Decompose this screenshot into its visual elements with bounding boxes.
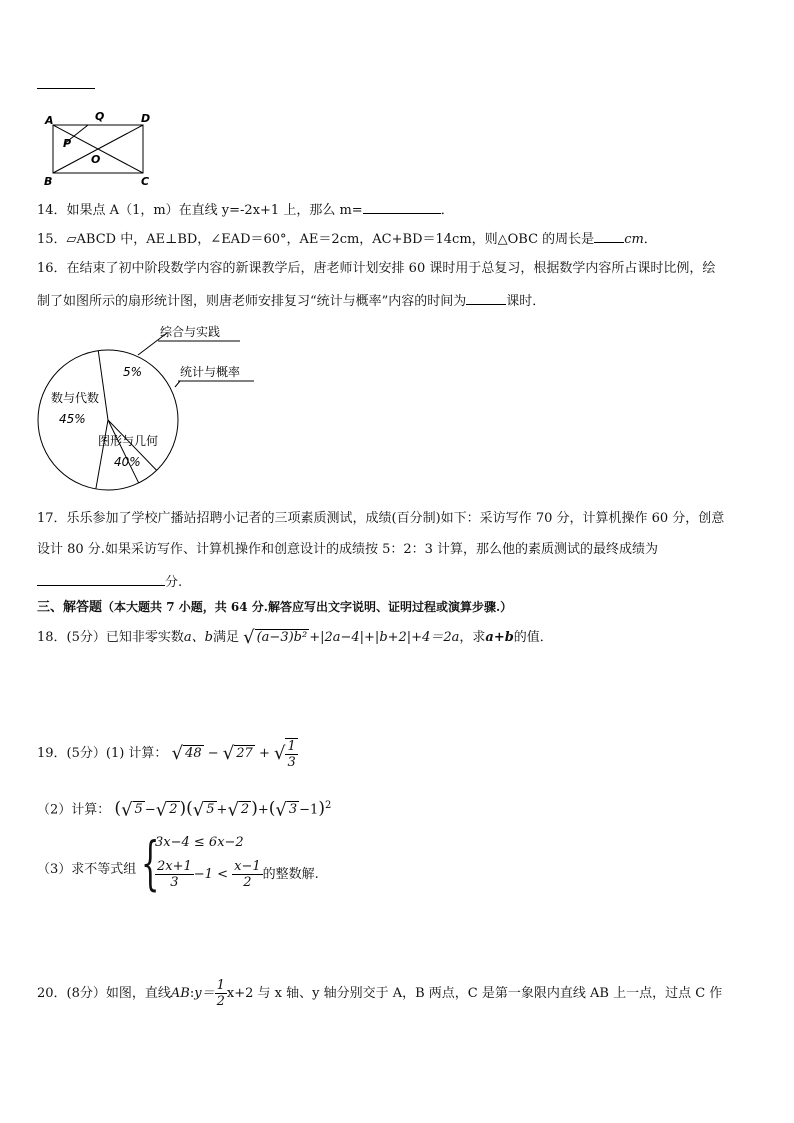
q19-radicand-27: 27 (236, 746, 253, 761)
label-d: D (141, 112, 151, 125)
label-a: A (45, 114, 54, 127)
exponent-2: 2 (324, 800, 332, 811)
q19-fraction (285, 738, 297, 770)
question-19-part2 (37, 793, 331, 823)
q14-text: 14．如果点 A（1，m）在直线 y=-2x+1 上，那么 m= (37, 203, 363, 218)
question-16-line1 (37, 260, 715, 278)
q19-radicand-2a: 2 (169, 802, 178, 818)
question-16-line2 (37, 290, 545, 311)
rectangle-figure (40, 108, 160, 190)
q20-y-eq: y＝ (194, 986, 215, 1001)
label-b: B (44, 175, 53, 188)
q18-ask: ，求 (459, 630, 486, 645)
q20-fraction (215, 978, 227, 1009)
q19-inequality-2 (155, 859, 319, 890)
paren: ) (251, 798, 258, 819)
section-3-title: 三、解答题 (37, 600, 103, 615)
brace: { (141, 829, 160, 897)
q17-line1-text: 17．乐乐参加了学校广播站招聘小记者的三项素质测试，成绩(百分制)如下：采访写作 70 分，计算机操作 60 分，创意 (37, 511, 725, 526)
q19-radicand-48: 48 (185, 746, 202, 761)
q18-ask-end: 的值． (513, 630, 553, 645)
q17-line2-text: 设计 80 分.如果采访写作、计算机操作和创意设计的成绩按 5：2：3 计算，那么他的素质测试的最终成绩为 (37, 542, 659, 557)
question-19-part3 (37, 829, 437, 903)
q20-rest: x+2 与 x 轴、y 轴分别交于 A，B 两点，C 是第一象限内直线 AB 上一点，过点 C 作 (226, 986, 723, 1001)
q14-answer-blank (363, 199, 441, 214)
q16-answer-blank (466, 290, 506, 305)
sqrt-sign: √ (222, 743, 235, 764)
minus-sign: − (207, 746, 223, 761)
q18-equation-rest: +|2a−4|+|b+2|+4＝2a (309, 630, 460, 645)
q19-p2-prefix: （2）计算： (37, 802, 111, 818)
q19-frac-numerator: 1 (287, 738, 296, 754)
q19-radicand-3: 3 (288, 802, 298, 818)
sqrt-sign: √ (171, 743, 184, 764)
q20-line-ab: AB (170, 986, 190, 1001)
sqrt-sign: √ (227, 799, 239, 821)
q19-radicand-5b: 5 (206, 802, 215, 818)
section-3-header (37, 598, 512, 617)
question-19-part1 (37, 737, 298, 771)
q15-answer-blank (594, 228, 624, 243)
label-zonghe: 综合与实践 (160, 325, 221, 339)
q19-ineq2-right-frac (232, 859, 263, 890)
paren: ( (268, 798, 276, 819)
q18-prefix: 18．(5分）已知非零实数 (37, 630, 184, 645)
label-shuyu-pct: 45% (59, 412, 86, 426)
sqrt-sign: √ (243, 627, 255, 648)
q15-text: 15．▱ABCD 中，AE⊥BD，∠EAD＝60°，AE＝2cm，AC+BD＝14cm，则△OBC 的周长是 (37, 232, 595, 247)
question-17-line1 (37, 510, 724, 528)
label-p: P (63, 137, 72, 150)
plus-sign: + (216, 802, 228, 818)
q15-text-end: ． (643, 232, 657, 247)
question-18 (37, 625, 553, 651)
question-17-line2 (37, 541, 658, 559)
q18-mid: 满足 (212, 630, 239, 645)
q19-p3-prefix: （3）求不等式组 (37, 862, 137, 877)
q19-radicand-5a: 5 (134, 802, 143, 818)
q19-p3-suffix: 的整数解. (262, 867, 319, 882)
q18-vars: a、b (183, 630, 213, 645)
q20-frac-denominator: 2 (216, 994, 225, 1009)
question-14 (37, 199, 454, 220)
q15-unit: cm (624, 232, 644, 247)
plus-sign: + (258, 746, 274, 761)
question-20 (37, 977, 722, 1011)
q18-ask-expr: a+b (485, 630, 514, 645)
q19-p1-prefix: 19．(5分）(1) 计算： (37, 746, 168, 761)
sqrt-sign: √ (155, 799, 168, 821)
q19-ineq2-left-frac (155, 859, 194, 890)
q19-ineq2-mid: −1 < (193, 867, 228, 882)
question-15 (37, 228, 657, 249)
callout-line-tongji (175, 381, 180, 387)
q19-ineq2-r-numerator: x−1 (234, 859, 261, 874)
paren: )( (179, 798, 193, 819)
label-c: C (141, 175, 150, 188)
minus-one: −1 (299, 802, 319, 818)
q19-ineq2-r-denominator: 2 (243, 875, 252, 890)
q19-ineq2-numerator: 2x+1 (157, 859, 192, 874)
section-3-note: （本大题共 7 小题，共 64 分.解答应写出文字说明、证明过程或演算步骤.） (102, 600, 513, 614)
label-zonghe-pct: 5% (123, 365, 143, 379)
paren: ( (114, 798, 122, 819)
sqrt-sign: √ (273, 743, 286, 764)
q20-prefix: 20．(8分）如图，直线 (37, 986, 171, 1001)
plus-sign: + (257, 802, 269, 818)
answer-blank-13 (37, 88, 95, 89)
sqrt-sign: √ (192, 799, 205, 821)
q16-line2-end: 课时． (506, 294, 546, 309)
question-17-line3 (37, 571, 182, 592)
q17-answer-blank (37, 571, 165, 586)
label-q: Q (95, 110, 105, 123)
q17-line3-end: 分. (165, 575, 183, 590)
label-tongji: 统计与概率 (180, 365, 241, 379)
pie-chart (30, 315, 270, 500)
sqrt-sign: √ (121, 799, 133, 821)
label-tuxing: 图形与几何 (98, 434, 159, 448)
sqrt-sign: √ (275, 799, 287, 821)
q14-text-end: ． (440, 203, 454, 218)
minus-sign: − (144, 802, 156, 818)
q18-radicand: (a−3)b² (256, 630, 308, 645)
label-tuxing-pct: 40% (114, 455, 141, 469)
q19-ineq2-denominator: 3 (170, 875, 179, 890)
q19-frac-denominator: 3 (287, 754, 296, 770)
label-shuyu: 数与代数 (51, 391, 100, 405)
q16-line1-text: 16．在结束了初中阶段数学内容的新课教学后，唐老师计划安排 60 课时用于总复习，根据数学内容所占课时比例，绘 (37, 261, 716, 276)
paren: ) (318, 798, 325, 819)
q20-colon: : (189, 986, 195, 1001)
q20-frac-numerator: 1 (216, 978, 225, 993)
q16-line2-text: 制了如图所示的扇形统计图，则唐老师安排复习“统计与概率”内容的时间为 (37, 294, 467, 309)
label-o: O (91, 153, 101, 166)
q19-radicand-2b: 2 (240, 802, 250, 818)
q19-inequality-1: 3x−4 ≤ 6x−2 (155, 835, 244, 850)
